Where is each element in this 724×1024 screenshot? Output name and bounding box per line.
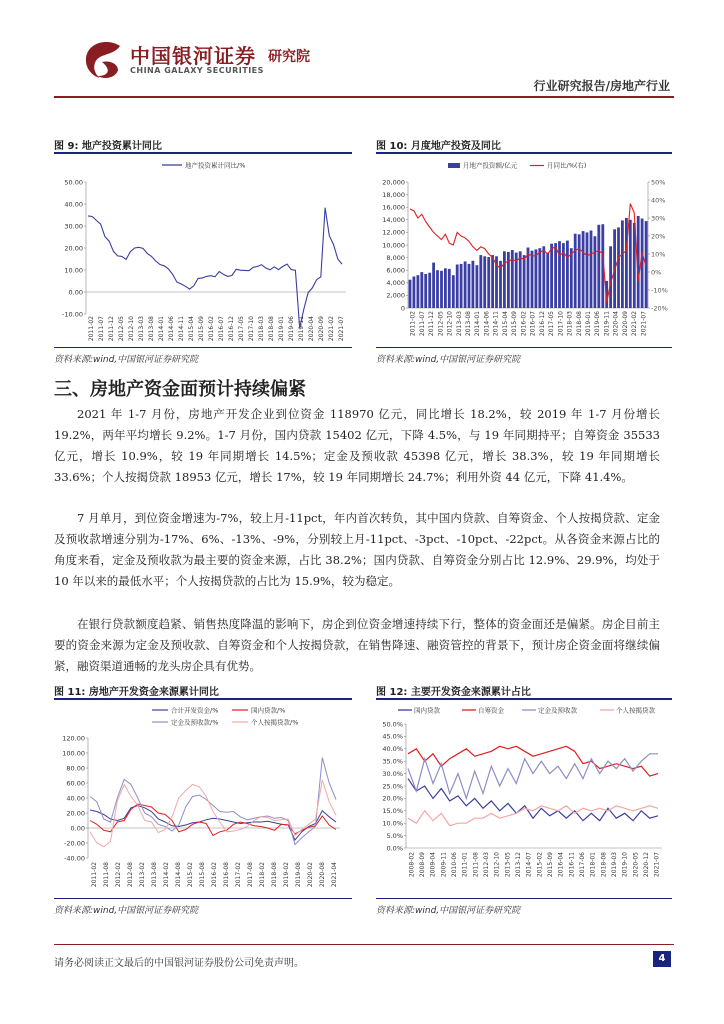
x-tick-label: 2012-10 bbox=[493, 852, 501, 878]
fig10-bar bbox=[417, 275, 420, 308]
x-tick-label: 2014-11 bbox=[492, 311, 500, 337]
y-tick-label: 0.0% bbox=[386, 844, 403, 853]
x-tick-label: 2016-08 bbox=[223, 862, 230, 888]
fig9-legend-label: 地产投资累计同比/% bbox=[185, 161, 246, 170]
x-tick-label: 2018-08 bbox=[271, 862, 278, 888]
x-tick-label: 2018-01 bbox=[589, 852, 597, 878]
x-tick-label: 2011-08 bbox=[472, 852, 480, 878]
fig10-title-rule bbox=[376, 152, 672, 154]
x-tick-label: 2015-02 bbox=[187, 862, 194, 888]
y2-tick-label: 40% bbox=[651, 196, 666, 205]
x-tick-label: 2014-07 bbox=[525, 852, 533, 878]
paragraph-2: 7 月单月，到位资金增速为-7%，较上月-11pct，年内首次转负，其中国内贷款、自筹资金、个人按揭贷款、定金及预收款增速分别为-17%、6%、-13%、-9%，分别较上月-11pct、-3pct、-10pct、-22pct。从各资金来源占比的角度来看，定金及预收款为最主要的资金来源，占比 38.2%；国内贷款、自筹资金分别占比 12.9%、29.9%，均处于 10 年以来的最低水平；个人按揭贷款的占比为 15.9%，较为稳定。 bbox=[54, 511, 660, 588]
x-tick-label: 2019-01 bbox=[585, 311, 592, 337]
x-tick-label: 2011-12 bbox=[108, 316, 115, 342]
fig9-source: 资料来源:wind,中国银河证券研究院 bbox=[54, 355, 199, 365]
x-tick-label: 2015-04 bbox=[501, 311, 509, 337]
x-tick-label: 2013-02 bbox=[139, 862, 146, 888]
y-tick-label: 10.00 bbox=[64, 266, 83, 275]
x-tick-label: 2011-12 bbox=[428, 311, 436, 337]
y-tick-label: 20.00 bbox=[66, 809, 85, 818]
fig11-chart bbox=[54, 702, 354, 898]
y-tick-label: 35.0% bbox=[382, 757, 403, 766]
fig10-bar bbox=[574, 234, 577, 308]
x-tick-label: 2018-08 bbox=[268, 316, 275, 342]
fig10-bar bbox=[531, 251, 534, 308]
fig10-bar bbox=[456, 265, 459, 309]
fig10-bar bbox=[519, 251, 522, 308]
x-tick-label: 2020-02 bbox=[307, 862, 314, 888]
x-tick-label: 2016-07 bbox=[218, 316, 225, 342]
x-tick-label: 2015-09 bbox=[198, 316, 205, 342]
x-tick-label: 2012-05 bbox=[118, 316, 125, 342]
fig10-bar bbox=[448, 269, 451, 308]
fig10-bar bbox=[468, 264, 471, 308]
fig10-bar bbox=[594, 236, 597, 308]
x-tick-label: 2016-02 bbox=[208, 316, 215, 342]
fig10-bar bbox=[578, 234, 581, 308]
y-tick-label: 10,000 bbox=[382, 241, 405, 250]
fig10-bar bbox=[420, 272, 423, 308]
header-divider bbox=[54, 96, 674, 98]
paragraph-1: 2021 年 1-7 月份，房地产开发企业到位资金 118970 亿元，同比增长 18.2%，较 2019 年 1-7 月份增长 19.2%，两年平均增长 9.2%。1-7 月份，国内贷款 15402 亿元，下降 4.5%，与 19 年同期持平；自筹资金 35533 亿元，增长 10.9%，较 19 年同期增长 14.5%；定金及预收款 45398 亿元，增长 38.3%，较 19 年同期增长 33.6%；个人按揭贷款 18953 亿元，增长 17%，较 19 年同期增长 24.7%；利用外资 44 亿元，下降 41.4%。 bbox=[54, 407, 660, 484]
fig10-source: 资料来源:wind,中国银河证券研究院 bbox=[376, 355, 521, 365]
y-tick-label: 80.00 bbox=[66, 764, 85, 773]
x-tick-label: 2015-09 bbox=[547, 852, 554, 878]
y-tick-label: -40.00 bbox=[64, 854, 85, 863]
fig10-bar bbox=[440, 271, 443, 308]
x-tick-label: 2008-09 bbox=[419, 852, 426, 878]
fig10-bar bbox=[538, 248, 541, 308]
x-tick-label: 2015-04 bbox=[188, 316, 195, 342]
fig10-bar bbox=[566, 241, 569, 308]
x-tick-label: 2014-06 bbox=[168, 316, 175, 342]
x-tick-label: 2014-01 bbox=[474, 311, 482, 337]
fig12-chart bbox=[376, 702, 674, 898]
fig10-legend-bar-label: 月地产投资额/亿元 bbox=[463, 161, 518, 170]
fig10-bar bbox=[472, 261, 475, 308]
fig10-bar bbox=[550, 244, 553, 308]
galaxy-logo-icon bbox=[80, 38, 124, 82]
x-tick-label: 2017-02 bbox=[235, 862, 242, 888]
y-tick-label: 2,000 bbox=[386, 291, 405, 300]
x-tick-label: 2013-08 bbox=[465, 311, 472, 337]
y2-tick-label: -10% bbox=[651, 286, 668, 295]
fig10-bar bbox=[479, 255, 482, 308]
x-tick-label: 2009-11 bbox=[440, 852, 448, 878]
y2-tick-label: 10% bbox=[651, 250, 666, 259]
fig10-title: 图 10: 月度地产投资及同比 bbox=[376, 141, 501, 152]
y-tick-label: 0.00 bbox=[70, 824, 85, 833]
fig12-bottom-rule bbox=[376, 898, 672, 899]
x-tick-label: 2012-10 bbox=[446, 311, 454, 337]
y2-tick-label: -20% bbox=[651, 304, 668, 313]
y-tick-label: 6,000 bbox=[386, 266, 405, 275]
x-tick-label: 2021-02 bbox=[631, 311, 639, 337]
x-tick-label: 2020-09 bbox=[318, 316, 325, 342]
x-tick-label: 2015-02 bbox=[536, 852, 544, 878]
fig11-legend-label: 个人按揭贷款/% bbox=[251, 718, 299, 727]
y-tick-label: 45.0% bbox=[382, 732, 403, 741]
fig11-legend-label: 合计开发资金/% bbox=[171, 706, 219, 715]
paragraph-3: 在银行贷款额度趋紧、销售热度降温的影响下，房企到位资金增速持续下行，整体的资金面还是偏紧。房企目前主要的资金来源为定金及预收款、自筹资金和个人按揭贷款，在销售降速、融资管控的背景下，预计房企资金面将继续偏紧，融资渠道通畅的龙头房企具有优势。 bbox=[54, 617, 660, 673]
fig11-title-rule bbox=[54, 698, 352, 700]
y-tick-label: 100.00 bbox=[62, 749, 85, 758]
y-tick-label: 4,000 bbox=[386, 279, 405, 288]
x-tick-label: 2012-03 bbox=[483, 852, 490, 878]
fig10-bar bbox=[586, 232, 589, 308]
y-tick-label: 30.0% bbox=[382, 769, 403, 778]
y-tick-label: 10.0% bbox=[382, 819, 403, 828]
fig10-chart bbox=[376, 156, 674, 346]
x-tick-label: 2012-05 bbox=[437, 311, 445, 337]
fig9-bottom-rule bbox=[54, 347, 352, 348]
x-tick-label: 2013-12 bbox=[515, 852, 522, 878]
y-tick-label: -10.00 bbox=[62, 310, 83, 319]
fig10-bar bbox=[597, 225, 600, 308]
fig10-bar bbox=[476, 265, 479, 308]
x-tick-label: 2020-04 bbox=[612, 311, 620, 337]
fig9-chart bbox=[54, 156, 354, 346]
x-tick-label: 2020-04 bbox=[308, 316, 315, 342]
fig10-legend-line-label: 月同比/%(右) bbox=[547, 161, 587, 170]
x-tick-label: 2021-07 bbox=[640, 311, 648, 337]
x-tick-label: 2020-08 bbox=[319, 862, 326, 888]
fig10-bar bbox=[409, 280, 412, 308]
x-tick-label: 2009-04 bbox=[429, 852, 437, 878]
fig10-bar bbox=[582, 231, 585, 308]
x-tick-label: 2011-07 bbox=[98, 316, 105, 342]
x-tick-label: 2020-09 bbox=[621, 311, 629, 337]
x-tick-label: 2017-10 bbox=[557, 311, 565, 337]
fig11-legend-label: 定金及预收款/% bbox=[171, 718, 219, 727]
x-tick-label: 2019-06 bbox=[288, 316, 295, 342]
x-tick-label: 2011-02 bbox=[91, 862, 98, 888]
section-title: 三、房地产资金面预计持续偏紧 bbox=[54, 379, 306, 400]
footer-divider bbox=[54, 944, 674, 945]
fig10-bar bbox=[413, 277, 416, 309]
x-tick-label: 2012-08 bbox=[127, 862, 134, 888]
fig10-bar bbox=[511, 250, 514, 308]
x-tick-label: 2017-05 bbox=[548, 311, 556, 337]
y-tick-label: 30.00 bbox=[64, 222, 83, 231]
fig10-bar bbox=[625, 218, 628, 308]
fig10-bar bbox=[452, 275, 455, 308]
x-tick-label: 2016-04 bbox=[557, 852, 565, 878]
fig10-bar bbox=[617, 227, 620, 308]
fig10-bar bbox=[503, 251, 506, 308]
x-tick-label: 2011-02 bbox=[409, 311, 417, 337]
y-tick-label: 0 bbox=[400, 304, 405, 313]
y-tick-label: 20.00 bbox=[64, 244, 83, 253]
y-tick-label: 60.00 bbox=[66, 779, 85, 788]
y-tick-label: 18,000 bbox=[382, 190, 405, 199]
fig10-bar bbox=[460, 264, 463, 308]
fig12-series-line bbox=[408, 746, 658, 776]
x-tick-label: 2015-08 bbox=[199, 862, 206, 888]
y2-tick-label: 30% bbox=[651, 214, 666, 223]
y-tick-label: 25.0% bbox=[382, 782, 403, 791]
footer-disclaimer: 请务必阅读正文最后的中国银河证券股份公司免责声明。 bbox=[54, 958, 304, 969]
x-tick-label: 2019-11 bbox=[298, 316, 305, 342]
x-tick-label: 2016-12 bbox=[538, 311, 546, 337]
fig11-title: 图 11: 房地产开发资金来源累计同比 bbox=[54, 687, 219, 698]
report-type: 行业研究报告/房地产行业 bbox=[533, 79, 670, 93]
y-tick-label: 20,000 bbox=[382, 178, 405, 187]
x-tick-label: 2012-10 bbox=[128, 316, 135, 342]
fig11-source: 资料来源:wind,中国银河证券研究院 bbox=[54, 906, 199, 916]
x-tick-label: 2019-01 bbox=[278, 316, 285, 342]
x-tick-label: 2016-11 bbox=[568, 852, 576, 878]
x-tick-label: 2014-08 bbox=[175, 862, 182, 888]
y-tick-label: 20.0% bbox=[382, 794, 403, 803]
x-tick-label: 2013-08 bbox=[151, 862, 158, 888]
fig12-series-line bbox=[408, 754, 658, 799]
x-tick-label: 2014-01 bbox=[158, 316, 165, 342]
y-tick-label: -20.00 bbox=[64, 839, 85, 848]
x-tick-label: 2017-06 bbox=[579, 852, 586, 878]
x-tick-label: 2019-02 bbox=[283, 862, 290, 888]
x-tick-label: 2020-12 bbox=[643, 852, 650, 878]
x-tick-label: 2019-06 bbox=[594, 311, 602, 337]
fig10-bar bbox=[546, 253, 549, 308]
fig10-bar bbox=[535, 249, 538, 308]
x-tick-label: 2011-01 bbox=[461, 852, 469, 878]
x-tick-label: 2016-07 bbox=[529, 311, 537, 337]
fig12-legend-label: 国内贷款 bbox=[414, 706, 440, 715]
institute-name: 研究院 bbox=[268, 49, 310, 65]
x-tick-label: 2017-08 bbox=[247, 862, 254, 888]
y-tick-label: 40.00 bbox=[66, 794, 85, 803]
x-tick-label: 2013-03 bbox=[138, 316, 145, 342]
x-tick-label: 2021-07 bbox=[338, 316, 345, 342]
x-tick-label: 2017-05 bbox=[238, 316, 245, 342]
y-tick-label: 12,000 bbox=[382, 228, 405, 237]
x-tick-label: 2010-06 bbox=[451, 852, 458, 878]
x-tick-label: 2013-08 bbox=[148, 316, 155, 342]
fig10-bar bbox=[590, 231, 593, 309]
x-tick-label: 2011-07 bbox=[418, 311, 426, 337]
y-tick-label: 120.00 bbox=[62, 734, 85, 743]
fig10-bar bbox=[554, 243, 557, 308]
x-tick-label: 2018-03 bbox=[566, 311, 574, 337]
y2-tick-label: 20% bbox=[651, 232, 666, 241]
fig11-series-line bbox=[90, 804, 336, 836]
x-tick-label: 2011-08 bbox=[103, 862, 110, 888]
fig12-source: 资料来源:wind,中国银河证券研究院 bbox=[376, 906, 521, 916]
y-tick-label: 8,000 bbox=[386, 253, 405, 262]
y2-tick-label: 0% bbox=[651, 268, 662, 277]
fig10-bar bbox=[621, 220, 624, 308]
x-tick-label: 2021-04 bbox=[331, 862, 338, 888]
x-tick-label: 2014-02 bbox=[163, 862, 170, 888]
fig10-bar bbox=[542, 246, 545, 308]
y-tick-label: 40.00 bbox=[64, 200, 83, 209]
y-tick-label: 50.0% bbox=[382, 720, 403, 729]
fig10-bar bbox=[464, 261, 467, 308]
y2-tick-label: 50% bbox=[651, 178, 666, 187]
x-tick-label: 2018-03 bbox=[258, 316, 265, 342]
y-tick-label: 15.0% bbox=[382, 807, 403, 816]
fig12-legend-label: 自筹资金 bbox=[478, 706, 504, 715]
fig12-legend-label: 定金及预收款 bbox=[538, 706, 577, 715]
fig10-bar bbox=[432, 263, 435, 308]
fig10-bar bbox=[609, 246, 612, 308]
x-tick-label: 2018-08 bbox=[575, 311, 583, 337]
y-tick-label: 14,000 bbox=[382, 216, 405, 225]
x-tick-label: 2019-11 bbox=[603, 311, 611, 337]
x-tick-label: 2014-06 bbox=[483, 311, 491, 337]
fig10-bar bbox=[527, 248, 530, 309]
fig10-bottom-rule bbox=[376, 347, 672, 348]
fig12-legend-label: 个人按揭贷款 bbox=[616, 706, 655, 715]
x-tick-label: 2019-03 bbox=[611, 852, 618, 878]
fig12-title: 图 12: 主要开发资金来源累计占比 bbox=[376, 687, 531, 698]
x-tick-label: 2014-11 bbox=[178, 316, 185, 342]
x-tick-label: 2018-08 bbox=[600, 852, 608, 878]
fig10-bar bbox=[491, 255, 494, 308]
x-tick-label: 2013-03 bbox=[455, 311, 463, 337]
y-tick-label: 0.00 bbox=[68, 288, 83, 297]
y-tick-label: 16,000 bbox=[382, 203, 405, 212]
x-tick-label: 2013-05 bbox=[504, 852, 512, 878]
fig10-bar bbox=[558, 241, 561, 308]
x-tick-label: 2008-02 bbox=[408, 852, 416, 878]
fig10-bar bbox=[424, 274, 427, 308]
x-tick-label: 2016-12 bbox=[228, 316, 235, 342]
x-tick-label: 2021-02 bbox=[328, 316, 335, 342]
y-tick-label: 40.0% bbox=[382, 745, 403, 754]
fig10-bar bbox=[629, 220, 632, 308]
y-tick-label: 5.0% bbox=[386, 831, 403, 840]
company-name-cn: 中国银河证券 bbox=[130, 44, 256, 68]
x-tick-label: 2011-02 bbox=[88, 316, 95, 342]
fig12-title-rule bbox=[376, 698, 672, 700]
fig10-bar bbox=[570, 248, 573, 308]
fig9-title-rule bbox=[54, 152, 352, 154]
x-tick-label: 2019-10 bbox=[621, 852, 629, 878]
fig12-series-line bbox=[408, 779, 658, 821]
page-number: 4 bbox=[653, 951, 671, 967]
fig10-bar bbox=[428, 273, 431, 308]
fig10-bar bbox=[487, 257, 490, 308]
y-tick-label: 50.00 bbox=[64, 178, 83, 187]
x-tick-label: 2012-02 bbox=[115, 862, 122, 888]
fig9-series-line bbox=[88, 208, 342, 328]
fig10-bar bbox=[436, 270, 439, 308]
x-tick-label: 2020-05 bbox=[632, 852, 640, 878]
x-tick-label: 2021-07 bbox=[653, 852, 661, 878]
x-tick-label: 2016-02 bbox=[520, 311, 528, 337]
fig10-bar bbox=[483, 256, 486, 308]
fig11-legend-label: 国内贷款/% bbox=[251, 706, 286, 715]
company-name-en: CHINA GALAXY SECURITIES bbox=[130, 66, 264, 75]
x-tick-label: 2018-02 bbox=[259, 862, 266, 888]
x-tick-label: 2015-09 bbox=[511, 311, 519, 337]
fig10-legend-bar-swatch bbox=[448, 163, 460, 168]
x-tick-label: 2016-02 bbox=[211, 862, 218, 888]
fig10-bar bbox=[444, 268, 447, 308]
x-tick-label: 2019-08 bbox=[295, 862, 302, 888]
fig11-bottom-rule bbox=[54, 898, 352, 899]
fig10-bar bbox=[523, 255, 526, 308]
fig9-title: 图 9: 地产投资累计同比 bbox=[54, 141, 162, 152]
x-tick-label: 2017-10 bbox=[248, 316, 255, 342]
